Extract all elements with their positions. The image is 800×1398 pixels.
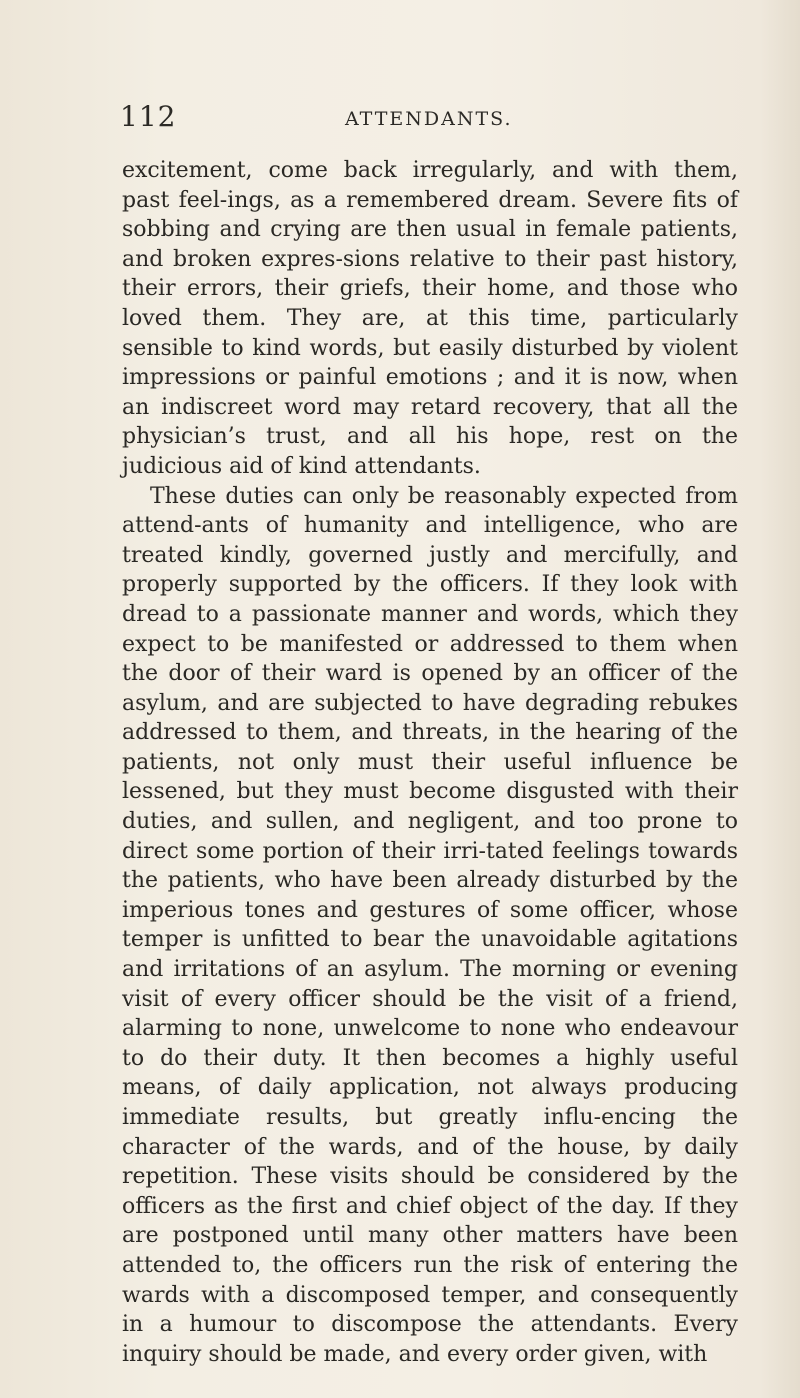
page-number: 112 (120, 100, 177, 133)
running-head: ATTENDANTS. (345, 108, 513, 130)
body-text (122, 156, 738, 1369)
paragraph-2: These duties can only be reasonably expected from attend-ants of humanity and intelligence, who are treated kindly, governed justly and mercifully, and properly supported by the officers. If they look with dread to a passionate manner and words, which they expect to be manifested or addressed to them when the door of their ward is opened by an officer of the asylum, and are subjected to have degrading rebukes addressed to them, and threats, in the hearing of the patients, not only must their useful influence be lessened, but they must become disgusted with their duties, and sullen, and negligent, and too prone to direct some portion of their irri-tated feelings towards the patients, who have been already disturbed by the imperious tones and gestures of some officer, whose temper is unfitted to bear the unavoidable agitations and irritations of an asylum. The morning or evening visit of every officer should be the visit of a friend, alarming to none, unwelcome to none who endeavour to do their duty. It then becomes a highly useful means, of daily application, not always producing immediate results, but greatly influ-encing the character of the wards, and of the house, by daily repetition. These visits should be considered by the officers as the first and chief object of the day. If they are postponed until many other matters have been attended to, the officers run the risk of entering the wards with a discomposed temper, and consequently in a humour to discompose the attendants. Every inquiry should be made, and every order given, with (122, 483, 738, 1367)
page-header (120, 100, 720, 144)
paragraph-1: excitement, come back irregularly, and with them, past feel-ings, as a remembered dream. Severe fits of sobbing and crying are then usual in female patients, and broken expres-sions relative to their past history, their errors, their griefs, their home, and those who loved them. They are, at this time, particularly sensible to kind words, but easily disturbed by violent impressions or painful emotions ; and it is now, when an indiscreet word may retard recovery, that all the physician’s trust, and all his hope, rest on the judicious aid of kind attendants. (122, 158, 738, 479)
